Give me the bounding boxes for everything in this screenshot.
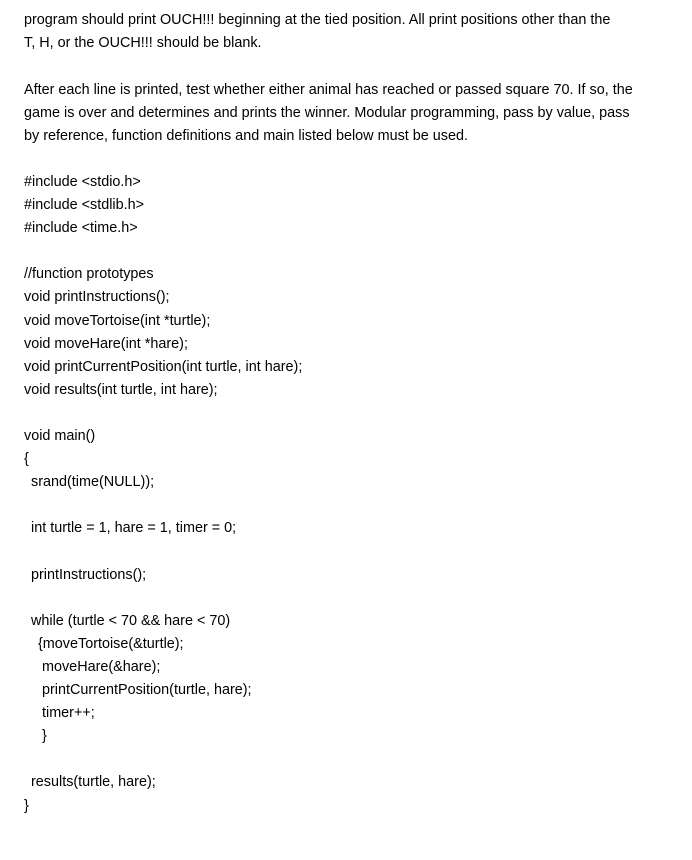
code-results-call: results(turtle, hare); [31, 774, 156, 791]
code-close-brace: } [24, 797, 29, 814]
text-line: program should print OUCH!!! beginning at the tied position. All print positions other than the [24, 12, 611, 28]
code-main-signature: void main() [24, 428, 96, 445]
code-prototype-line: void moveHare(int *hare); [24, 335, 188, 352]
paragraph-ouch-description [24, 9, 674, 55]
code-loop-body-line: {moveTortoise(&turtle); [38, 635, 184, 652]
code-loop-close-brace: } [42, 728, 47, 745]
code-loop-body-line: moveHare(&hare); [42, 658, 161, 675]
code-include-line: #include <stdio.h> [24, 174, 141, 190]
code-include-line: #include <stdlib.h> [24, 197, 145, 214]
code-srand-line: srand(time(NULL)); [31, 474, 155, 491]
code-open-brace: { [24, 451, 29, 468]
code-listing [24, 171, 302, 818]
code-blank-line [24, 541, 302, 564]
code-while-line: while (turtle < 70 && hare < 70) [31, 612, 231, 629]
code-blank-line [24, 587, 302, 610]
code-blank-line [24, 494, 302, 517]
paragraph-game-over-rules [24, 79, 674, 148]
code-blank-line [24, 748, 302, 771]
text-line: game is over and determines and prints the winner. Modular programming, pass by value, pass [24, 105, 630, 121]
code-prototype-line: void moveTortoise(int *turtle); [24, 312, 211, 329]
code-comment-line: //function prototypes [24, 266, 154, 283]
code-prototype-line: void printCurrentPosition(int turtle, int hare); [24, 358, 303, 375]
code-blank-line [24, 240, 302, 263]
code-prototype-line: void results(int turtle, int hare); [24, 381, 218, 398]
code-declaration-line: int turtle = 1, hare = 1, timer = 0; [31, 520, 237, 537]
code-include-line: #include <time.h> [24, 220, 138, 237]
text-line: After each line is printed, test whether either animal has reached or passed square 70. If so, the [24, 82, 633, 98]
code-prototype-line: void printInstructions(); [24, 289, 170, 306]
text-line: by reference, function definitions and main listed below must be used. [24, 128, 468, 144]
code-loop-body-line: printCurrentPosition(turtle, hare); [42, 682, 252, 699]
code-print-instructions-call: printInstructions(); [31, 566, 147, 583]
text-line: T, H, or the OUCH!!! should be blank. [24, 35, 262, 51]
code-blank-line [24, 402, 302, 425]
code-loop-body-line: timer++; [42, 705, 95, 722]
